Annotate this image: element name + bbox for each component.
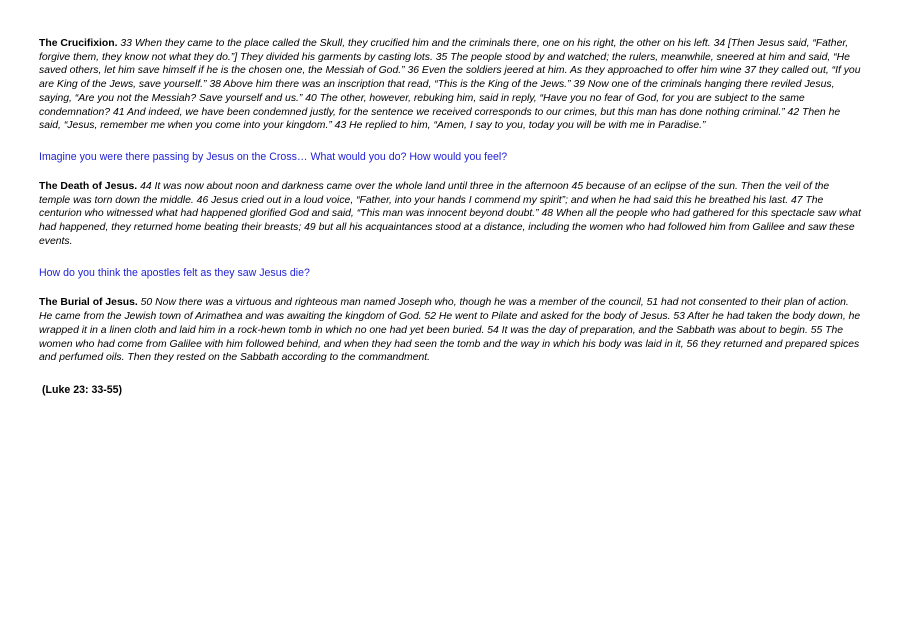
crucifixion-text: 33 When they came to the place called the Skull, they crucified him and the criminals there, one on his right, the other on his left. 34 [Then Jesus said, “Father, forgive them, they know not what they do.”] They divided his garments by casting lots. 35 The people stood by and watched; the rulers, meanwhile, sneered at him and said, “He saved others, let him save himself if he is the chosen one, the Messiah of God.” 36 Even the soldiers jeered at him. As they approached to offer him wine 37 they called out, “If you are King of the Jews, save yourself.” 38 Above him there was an inscription that read, “This is the King of the Jews.” 39 Now one of the criminals hanging there reviled Jesus, saying, “Are you not the Messiah? Save yourself and us.” 40 The other, however, rebuking him, said in reply, “Have you no fear of God, for you are subject to the same condemnation? 41 And indeed, we have been condemned justly, for the sentence we received corresponds to our crimes, but this man has done nothing criminal.” 42 Then he said, “Jesus, remember me when you come into your kingdom.” 43 He replied to him, “Amen, I say to you, today you will be with me in Paradise.” [39,38,861,132]
reflection-question-2: How do you think the apostles felt as they saw Jesus die? [39,267,310,280]
burial-text: 50 Now there was a virtuous and righteous man named Joseph who, though he was a member of the council, 51 had not consented to their plan of action. He came from the Jewish town of Arimathea and was awaiting the kingdom of God. 52 He went to Pilate and asked for the body of Jesus. 53 After he had taken the body down, he wrapped it in a linen cloth and laid him in a rock-hewn tomb in which no one had yet been buried. 54 It was the day of preparation, and the Sabbath was about to begin. 55 The women who had come from Galilee with him followed behind, and when they had seen the tomb and the way in which his body was laid in it, 56 they returned and prepared spices and perfumed oils. Then they rested on the Sabbath according to the commandment. [39,297,861,364]
crucifixion-heading: The Crucifixion. [39,38,118,49]
death-text: 44 It was now about noon and darkness came over the whole land until three in the afternoon 45 because of an eclipse of the sun. Then the veil of the temple was torn down the middle. 46 Jesus cried out in a loud voice, “Father, into your hands I commend my spirit”; and when he had said this he breathed his last. 47 The centurion who witnessed what had happened glorified God and said, “This man was innocent beyond doubt.” 48 When all the people who had gathered for this spectacle saw what had happened, they returned home beating their breasts; 49 but all his acquaintances stood at a distance, including the women who had followed him from Galilee and saw these events. [39,180,861,247]
burial-heading: The Burial of Jesus. [39,297,138,309]
death-heading: The Death of Jesus. [39,180,138,192]
burial-paragraph [39,296,861,365]
crucifixion-paragraph [39,37,861,133]
death-paragraph [39,180,861,249]
scripture-citation: (Luke 23: 33-55) [42,383,123,396]
document-page [39,37,861,398]
reflection-question-1: Imagine you were there passing by Jesus on the Cross… What would you do? How would you feel? [39,150,508,163]
